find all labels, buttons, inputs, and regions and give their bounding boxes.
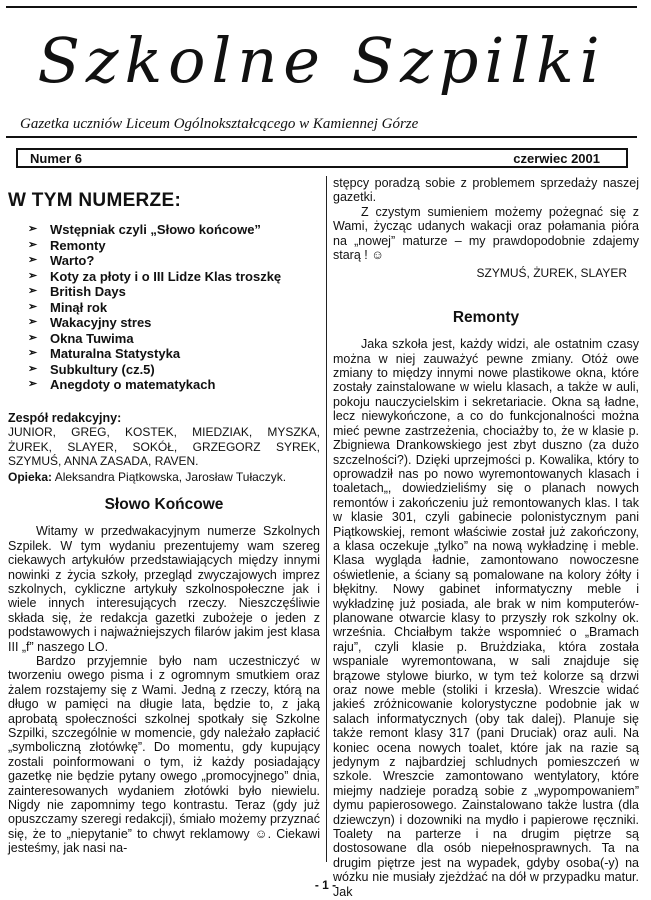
article-paragraph: Z czystym sumieniem możemy pożegnać się z Wami, życząc udanych wakacji oraz połamania pióra na „nowej” maturze – my prawdopodobnie zdajemy starą ! ☺ (333, 204, 639, 263)
arrow-bullet-icon: ➢ (28, 347, 38, 360)
supervision-names: Aleksandra Piątkowska, Jarosław Tułaczyk. (54, 469, 287, 484)
toc-item: ➢ Maturalna Statystyka (28, 346, 181, 362)
team-members: JUNIOR, GREG, KOSTEK, MIEDZIAK, MYSZKA, ŻUREK, SLAYER, SOKÓŁ, GRZEGORZ SYREK, SZYMUŚ, ANNA ZASADA, RAVEN. (8, 425, 320, 469)
masthead-title: Szkolne Szpilki (37, 24, 606, 97)
arrow-bullet-icon: ➢ (28, 254, 38, 267)
toc-item: ➢ Okna Tuwima (28, 330, 134, 346)
toc-item: ➢ Wstępniak czyli „Słowo końcowe” (28, 222, 261, 238)
arrow-bullet-icon: ➢ (28, 316, 38, 329)
left-column (8, 176, 320, 856)
table-of-contents (28, 222, 320, 393)
arrow-bullet-icon: ➢ (28, 223, 38, 236)
page-number: - 1 - (314, 878, 337, 892)
article-signature: SZYMUŚ, ŻUREK, SLAYER (476, 266, 627, 281)
article-paragraph: Bardzo przyjemnie było nam uczestniczyć w tworzeniu owego pisma i z ogromnym smutkiem oraz żalem rozstajemy się z Wami. Jedną z rzeczy, którą na długo w pamięci na długie lata, będzie to, z jaką aprobatą społeczności szkolnej spotkały się Szkolne Szpilki, szczególnie w momencie, gdy należało zapłacić „symboliczną złotówkę”. Do momentu, gdy kupujący zostali poinformowani o tym, iż każdy posiadający gazetkę nie będzie pytany owego „promocyjnego” dnia, zainteresowanych wydaniem złotówki było niewielu. Nigdy nie zapomnimy tego kontrastu. Teraz (gdy już opuszczamy szeregi redakcji), śmiało możemy przyznać się, że to „niepytanie” to chwyt reklamowy ☺. Ciekawi jesteśmy, jak nasi na- (8, 654, 320, 856)
masthead-rule (6, 136, 637, 138)
toc-item: ➢ Koty za płoty i o III Lidze Klas troszkę (28, 268, 282, 284)
toc-heading: W TYM NUMERZE: (8, 190, 182, 211)
column-divider (326, 176, 327, 862)
toc-item: ➢ British Days (28, 284, 126, 300)
article-title-slowo: Słowo Końcowe (104, 495, 224, 513)
arrow-bullet-icon: ➢ (28, 285, 38, 298)
team-heading: Zespół redakcyjny: (8, 410, 122, 425)
issue-bar (16, 148, 628, 168)
masthead-subtitle: Gazetka uczniów Liceum Ogólnokształcącego w Kamiennej Górze (20, 116, 419, 132)
article-title-remonty: Remonty (452, 308, 520, 326)
toc-item: ➢ Minął rok (28, 299, 108, 315)
arrow-bullet-icon: ➢ (28, 300, 38, 313)
article-paragraph: Witamy w przedwakacyjnym numerze Szkolnych Szpilek. W tym wydaniu prezentujemy wam szereg ciekawych artykułów przedstawiających między innymi nowinki z życia szkoły, przegląd zwyczajowych imprez szkolnych, cykliczne artykuły szkolnospołeczne jak i wiele innych interesujących rzeczy. Nieszczęśliwie składa się, że redakcja gazetki zubożeje o jeden z podstawowych i najważniejszych filarów jakim jest klasa III „f” naszego LO. (8, 524, 320, 654)
article-paragraph: Jaka szkoła jest, każdy widzi, ale ostatnim czasy można w niej zauważyć pewne zmiany. Otóż owe zmiany to między innymi nowe plastikowe okna, które zostały zainstalowane w wielu klasach, a także w auli, pokoju nauczycielskim i sekretariacie. Okna są ładne, lecz niewykończone, a co do funkcjonalności można mieć pewne zastrzeżenia, chociażby to, że w klasie p. Zbigniewa Drankowskiego jest zbyt duszno (za dużo szczelności?). Dzięki uprzejmości p. Kowalika, który to oprowadził nas po nowo wyremontowanych klasach i toaletach„, dowiedzieliśmy się o planach nowych remontów i zakończeniu już remontowanych klas. I tak w klasie 301, czyli gabinecie polonistycznym pani Piątkowskiej, remont właściwie został już zakończony, a klasa oczekuje „tylko” na nową wykładzinę i meble. Klasa wygląda ładnie, zamontowano nowoczesne oświetlenie, a ściany są pomalowane na kolory żółty i błękitny. Nowy gabinet informatyczny meble i wykładzinę już posiada, ale brak w nim komputerów- planowane otwarcie klasy to przyszły rok szkolny ok. września. Chciałbym także wspomnieć o „Bramach raju”, czyli klasie p. Brużdziaka, która została wspaniale wyremontowana, w sali znajduje się brązowe stylowe biurko, w tym też kolorze są drzwi oraz nowe meble (stoliki i krzesła). Wreszcie widać jakieś zróżnicowanie kolorystyczne podobnie jak w salach informatycznych (oby tak dalej). Planuje się także remont klasy 317 (pani Druciak) oraz auli. Na koniec ocena nowych toalet, które jak na razie są jedynym z najbardziej schludnych pomieszczeń w szkole. Wreszcie zamontowano wentylatory, które miejmy nadzieje poradzą sobie z „wypompowaniem” dymu papierosowego. Zainstalowano także lustra (dla dziewczyn) i dozowniki na mydło i papierowe ręczniki. Toalety na parterze i na drugim piętrze są dostosowane dla osób niepełnosprawnych. Ta na drugim piętrze jest na wypadek, gdyby osoba(-y) na wózku nie musiały zjeżdżać na dół w przypadku matur. Jak (333, 337, 639, 899)
arrow-bullet-icon: ➢ (28, 331, 38, 344)
issue-date: czerwiec 2001 (513, 151, 600, 166)
arrow-bullet-icon: ➢ (28, 378, 38, 391)
toc-item: ➢ Subkultury (cz.5) (28, 361, 155, 377)
arrow-bullet-icon: ➢ (28, 269, 38, 282)
issue-number: Numer 6 (30, 151, 83, 166)
supervision-line (8, 470, 320, 484)
arrow-bullet-icon: ➢ (28, 362, 38, 375)
masthead (6, 6, 637, 136)
toc-item: ➢ Anegdoty o matematykach (28, 377, 216, 393)
arrow-bullet-icon: ➢ (28, 238, 38, 251)
right-column (333, 176, 639, 899)
supervision-label: Opieka: (8, 469, 53, 484)
article-paragraph: stępcy poradzą sobie z problemem sprzedaży naszej gazetki. (333, 176, 639, 205)
toc-item: ➢ Remonty (28, 237, 106, 253)
toc-item: ➢ Wakacyjny stres (28, 315, 152, 331)
toc-item: ➢ Warto? (28, 253, 95, 269)
